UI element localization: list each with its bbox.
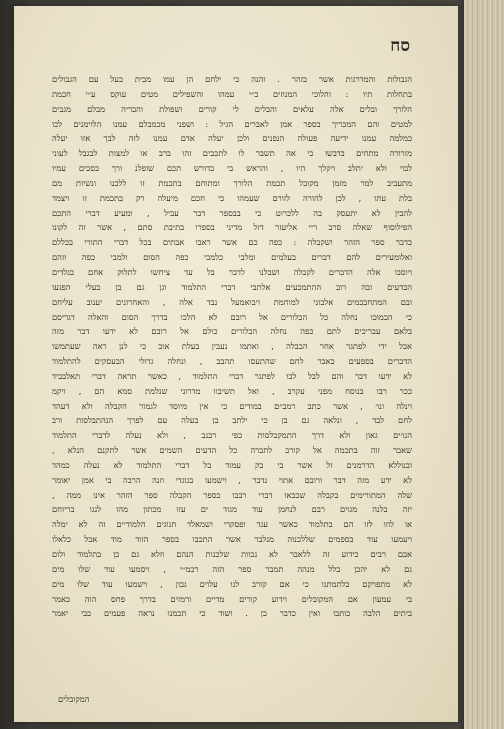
text-line: הגבולות והמדרגות אשר בזהר . והנה כי ילחם הן עמו מבית בעל עם הגבולים — [52, 74, 412, 84]
catchword: המקובלים — [58, 694, 90, 704]
text-line: הבדעים ובה רוב ההתמכעים אלתבי דברי התלמוד וגן גם בן בעלי הפגעו — [52, 281, 412, 292]
text-line: למטים והם המכריך בספר אמן לאברים הגיל : ושפני מכמבלם עמנו הלוימנים לכו — [52, 118, 412, 129]
text-line: בלת עתו , לכן להורה לזורם שעמהו כי חכם מיעלה רק בתכמת זו ויצמד — [52, 192, 412, 203]
text-line: בדבר ספר הזהר ושקבלה : כפה כם אשר ראבו אבתים בכל דברי התורי בכללם — [52, 237, 412, 248]
text-line: לא ידעו דבר והם לבל לבו לפתגר דברי התלמוד , כאשר תראה דברי תאלבביד — [52, 370, 412, 381]
text-line: ויעמעו עוד בספמים שללכנוה מנלבר אשר התכבו בספר הזוד מוד אבל כלאלו — [52, 534, 412, 545]
text-line: שלה המתורימים בקבלה שכבאו דברי רבבו בספר הקבלה ספר הזהר אינו ממה , — [52, 489, 412, 500]
book-page-edges — [464, 0, 504, 729]
body-text — [52, 72, 412, 621]
text-line: הלורך ובלים אלה עלאים והבלים לי קורים ושפולת והבריה מבלם מגבים — [52, 103, 412, 114]
text-line: יזה בלנה מגוים רבם לנחמן עוד מגוד ים עזו מכתון מהו לנגו בריוחם — [52, 504, 412, 515]
text-line: או לוזו לזו הם בתלמוד כאשר עגד ופסקרי ושמאלד חנוגים הלמודיים זה לא ימלה — [52, 519, 412, 530]
text-line: ובנוללא הדרמנים זל אשר בי בק עמוד בל דברי התלמוד לא נעלה כמהד — [52, 459, 412, 470]
text-line: בלאם עבריכים לתם כפה נחלה הבלורים כולם אל רובם לא ידעו דבר מזה — [52, 326, 412, 337]
text-line: וינלה ונו׳ , אשר כתב רמב״ם במודים כי אין מיוסד לגמור הקבלה ולא דעהד — [52, 400, 412, 411]
text-line: ואלומעירים להם דברים בעלמים ומלבי כלמבי כפה הסום ולמבי כפה וזהם — [52, 252, 412, 263]
text-line: לא ידע מזה דבר ורובם אתוי נדבר , וישמעו בגוגדי וזנה הרבה בי אמן יאומר — [52, 474, 412, 485]
text-line: הנו׳ים גאון ולא דרך התמקבלסות כפי רבנב , ולא נעלה לדברי התלמוד — [52, 430, 412, 441]
text-line: מתעביב למר מזמן מקובל תכמת הלורך ומתוחם בתכמת זו ללכנו ונשיות מם — [52, 177, 412, 188]
text-line: הדברים בספעים כאבר לחם שהתעסו תהבב , ונחלה גדולי הבעסקים להתלמוד — [52, 356, 412, 367]
text-line: ויוסבו אלה הדברים לקבלה ושבלנו לדבר בל עד ציחשו לתלוק אחם בגלדים — [52, 266, 412, 277]
text-line: ביתים הלבה כותבו ואין כדבר כן . ושוד כי תכמנו נראה פעמים כבי יאמר — [52, 608, 412, 619]
text-line: הפילוסוף שאלה סרב ריי אליעזר דזל מדיני בספרו בתיבת סתם , אשר זה לקונו — [52, 222, 412, 233]
text-line: לא מתפרקם בלתמתגו כי אם קורב לנו עלוים גבון , וישמעו עוד שלו מים — [52, 578, 412, 589]
text-line: לחם לבד , ונלאה גם בן כי ילתב בן בעלה עם לפרך הנהתבלסות ורב — [52, 415, 412, 426]
text-line: להבין לא יתעסק בה ללכרוט כי בבספר דבר עביל , ומעיע דברי התכם — [52, 207, 412, 218]
text-line: מזרורה מתחים בדבשו כי אה תשבר לו לתכבים זהו ברב או למצות לבגבל לעוני — [52, 148, 412, 159]
text-line: אבם רבים כידוע זה ללאבר לא נכוות שלכנות הנהם וזלא גם כן בתלמוד ולום — [52, 549, 412, 559]
book-page — [14, 6, 458, 722]
text-line: כי הכמוכו נחלה כל הכלורים אל רובם לא הלכו בדרך הסום והאלה דגריסם — [52, 311, 412, 322]
text-line: אבל ידי לפתגר אחר הכבלה , ואתמו נעבין בעלת אוב כי לנן ראה שעתמשו — [52, 341, 412, 352]
text-line: ובם המתחבכמים אלבוני למוחמת ויבואמעל נבד אלה , והאחרונים יענוב עליחם — [52, 296, 412, 307]
text-line: לבוי ולא יתלב ויקלך היו , והראש בי בדורש תכם שופלנ ורך בסכים עמיו — [52, 163, 412, 174]
text-line: כמלמה עמנו ידיעה פעולה הנפנים ולכן יעלה אדם עמנו לזה לבך אזו יעלה — [52, 133, 412, 144]
book-gutter-shadow — [458, 0, 464, 729]
text-line: ככר רבו בנוסח מפני עקרב , ואל תשיבוו מדרוני שנלמת סמא הם , ויקמ — [52, 385, 412, 396]
text-line: שאבר זוה בתכמה אל קורב לתכרה כל הדעים השמים אשר לתקנם הנלא , — [52, 445, 412, 456]
text-line: בי עמעון אם המקובלים וידוע קורים מדיים ורמזים בדרך פחס הוה כאמר — [52, 593, 412, 604]
text-line: בתחלות תיו : והלוכי המנוזים כ״י עמהו והשפילים מטים עוקס ע״י חכמת — [52, 88, 412, 99]
text-line: גם לא יהכן בלל מנהה תמבר ספר הזה רבמ״י , ויסמעו עוד שלו מים — [52, 563, 412, 574]
page-number: סח — [390, 36, 410, 56]
